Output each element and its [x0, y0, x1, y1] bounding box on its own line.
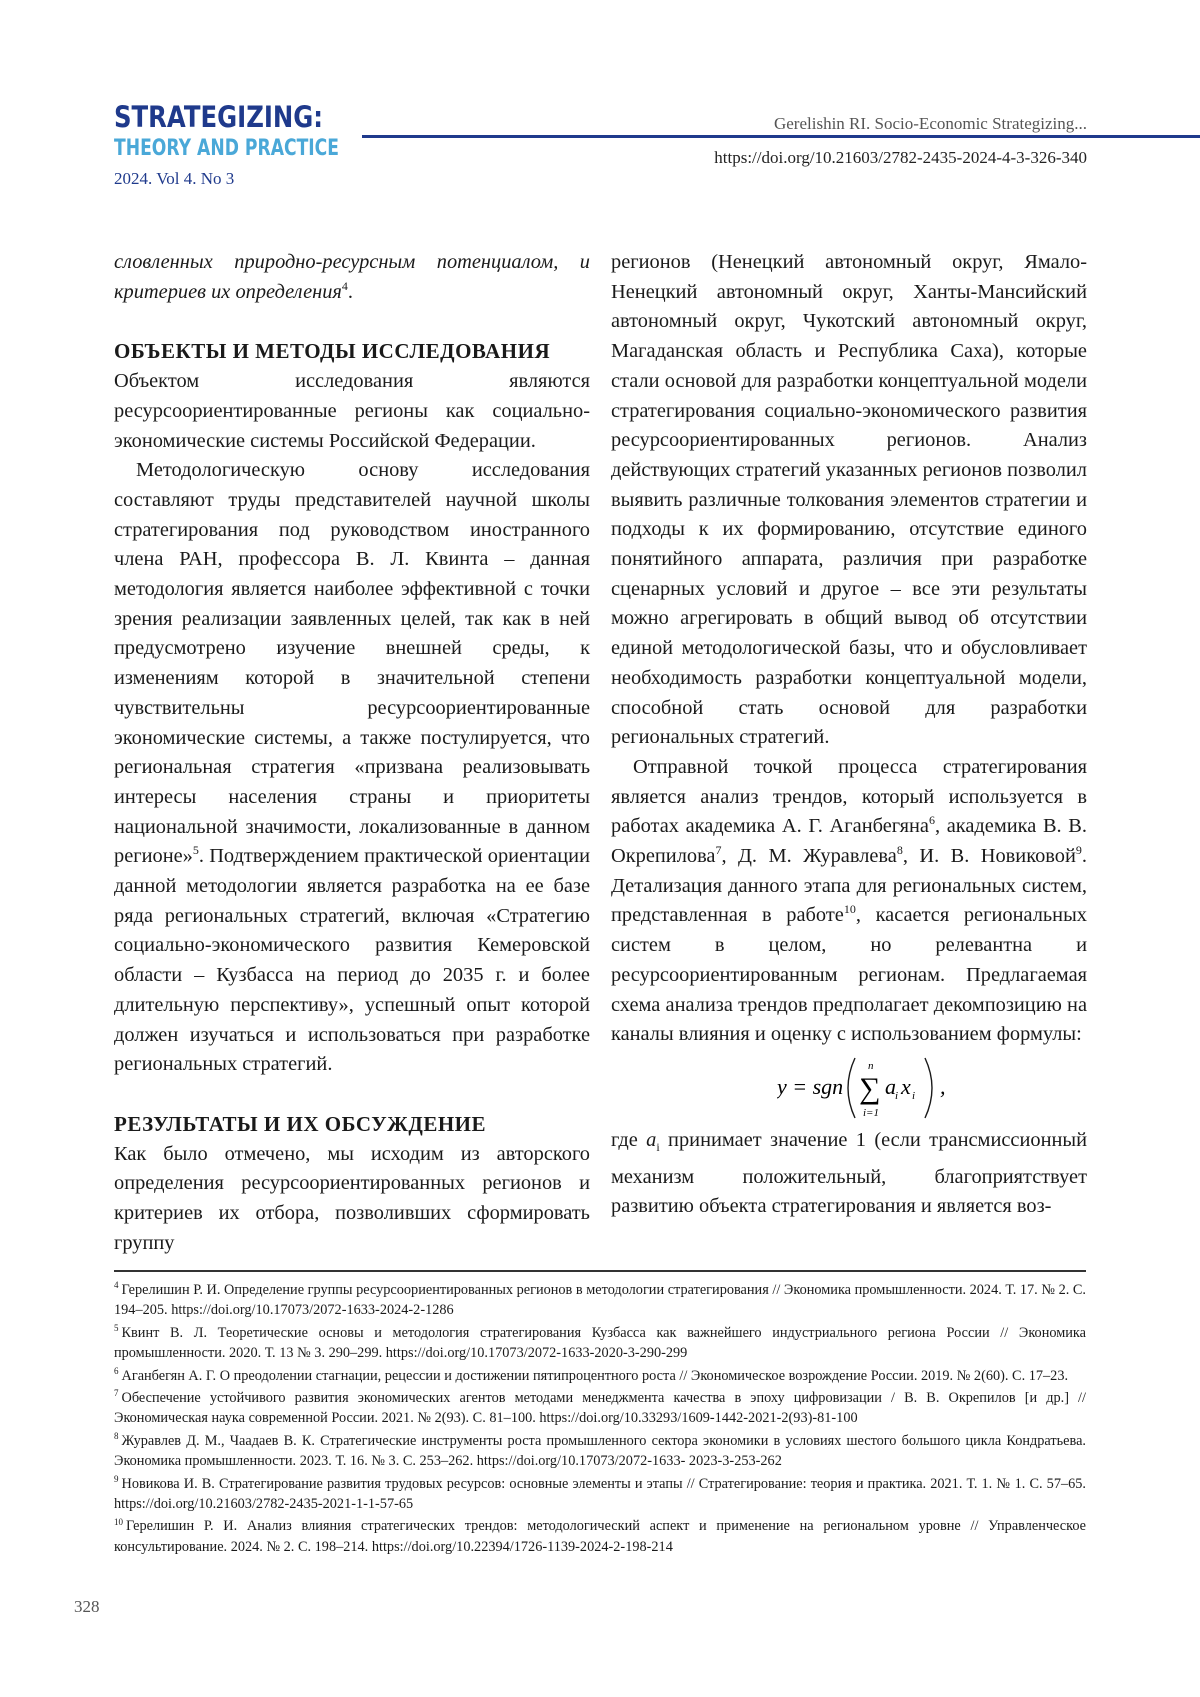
formula-lhs: y = sgn — [777, 1073, 844, 1099]
p3-text-f: , касается региональных систем в целом, но релевантна и ресурсоориентированным регионам. Предлагаемая схема анализа трендов предполагает декомпозицию на каналы влияния и оценку с использованием формулы: — [611, 904, 1087, 1046]
footnote-4 — [114, 1280, 1086, 1321]
p4-text-a: где — [611, 1128, 647, 1151]
p3-text-d: , И. В. Новиковой — [902, 845, 1076, 868]
footnote-text: Аганбегян А. Г. О преодолении стагнации, рецессии и достижении пятипроцентного роста // Экономическое возрождение России. 2019. № 2(60). С. 17–23. — [121, 1367, 1069, 1384]
footnote-10 — [114, 1516, 1086, 1557]
p4-variable: a — [646, 1128, 657, 1151]
formula-term-a-sub: i — [895, 1089, 899, 1102]
footnote-5 — [114, 1323, 1086, 1364]
formula-left-paren — [848, 1058, 855, 1118]
footnote-number: 9 — [114, 1473, 119, 1484]
methods-paragraph-2 — [114, 456, 590, 1080]
spacer — [114, 1080, 590, 1110]
p3-text-e: . Детализация данного этапа для региональных систем, представленная в работе — [611, 845, 1087, 927]
results-paragraph-3 — [611, 753, 1087, 1050]
footnote-ref-7[interactable]: 7 — [715, 843, 722, 858]
article-doi-link[interactable]: https://doi.org/10.21603/2782-2435-2024-4-3-326-340 — [714, 148, 1087, 167]
journal-issue: 2024. Vol 4. No 3 — [114, 169, 235, 188]
intro-end: . — [347, 280, 354, 303]
journal-logo — [114, 100, 402, 189]
methods-p2-text-b: . Подтверждением практической ориентации данной методологии является разработка на ее базе ряда региональных стратегий, включая «Стратегию социально-экономического развития Кемеровской области – Кузбасса на период до 2035 г. и более длительную перспективу», успешный опыт которой должен изучаться и использоваться при разработке региональных стратегий. — [114, 845, 590, 1076]
footnote-9 — [114, 1474, 1086, 1515]
formula-sum-upper: n — [868, 1059, 874, 1072]
footnote-ref-9[interactable]: 9 — [1075, 843, 1082, 858]
footnote-text: Новикова И. В. Стратегирование развития трудовых ресурсов: основные элементы и этапы // Стратегирование: теория и практика. 2021. Т. 1. № 1. С. 57–65. https://doi.org/10.21603/2782-2435-2021-1-1-57-65 — [114, 1475, 1086, 1513]
spacer — [114, 307, 590, 337]
trend-formula — [647, 1050, 1087, 1126]
header-divider — [362, 135, 1200, 138]
footnote-ref-4[interactable]: 4 — [341, 278, 348, 293]
footnote-8 — [114, 1431, 1086, 1472]
methods-p2-text-a: Методологическую основу исследования составляют труды представителей научной школы стратегирования под руководством иностранного члена РАН, профессора В. Л. Квинта – данная методология является наиболее эффективной с точки зрения реализации заявленных целей, так как в ней предусмотрено изучение внешней среды, к изменениям которой в значительной степени чувствительны ресурсоориентированные экономические системы, а также постулируется, что региональная стратегия «призвана реализовывать интересы населения страны и приоритеты национальной значимости, локализованные в данном регионе» — [114, 459, 590, 868]
left-column — [114, 248, 590, 1259]
footnote-number: 5 — [114, 1323, 119, 1334]
footnote-ref-6[interactable]: 6 — [928, 813, 935, 828]
p3-text-b: , академика В. В. Окрепилова — [611, 815, 1088, 868]
footnote-text: Квинт В. Л. Теоретические основы и методология стратегирования Кузбасса как важнейшего индустриального региона России // Экономика промышленности. 2020. Т. 13 № 3. 290–299. https://doi.org/10.17073/2072-1633-2020-3-290-299 — [114, 1324, 1086, 1362]
footnote-text: Герелишин Р. И. Анализ влияния стратегических трендов: методологический аспект и применение на региональном уровне // Управленческое консультирование. 2024. № 2. С. 198–214. https://doi.org/10.22394/1726-1139-2024-2-198-214 — [114, 1518, 1086, 1555]
right-column — [611, 248, 1087, 1222]
formula-graphic — [777, 1052, 957, 1124]
formula-sigma: ∑ — [859, 1071, 881, 1105]
results-paragraph-4 — [611, 1126, 1087, 1222]
p4-text-b: принимает значение 1 (если трансмиссионный механизм положительный, благоприятствует развитию объекта стратегирования и является воз- — [611, 1128, 1088, 1218]
results-paragraph-1: Как было отмечено, мы исходим из авторского определения ресурсоориентированных регионов и критериев их отбора, позволивших сформировать группу — [114, 1142, 590, 1254]
formula-sum-lower: i=1 — [863, 1106, 879, 1119]
footnote-ref-10[interactable]: 10 — [843, 902, 856, 917]
footnote-text: Обеспечение устойчивого развития экономических агентов методами менеджмента качества в эпоху цифровизации / В. В. Окрепилов [и др.] // Экономическая наука современной России. 2021. № 2(93). С. 81–100. https://doi.org/10.33293/1609-1442-2021-2(93)-81-100 — [114, 1390, 1086, 1427]
footnote-7 — [114, 1388, 1086, 1429]
p3-text-a: Отправной точкой процесса стратегирования является анализ трендов, который используется в работах академика А. Г. Аганбегяна — [611, 755, 1087, 838]
footnotes — [114, 1280, 1086, 1559]
footnote-number: 7 — [114, 1388, 119, 1399]
intro-paragraph — [114, 248, 590, 307]
results-paragraph-2: регионов (Ненецкий автономный округ, Ямало-Ненецкий автономный округ, Ханты-Мансийский автономный округ, Чукотский автономный округ, Магаданская область и Республика Саха), которые стали основой для разработки концептуальной модели стратегирования социально-экономического развития ресурсоориентированных регионов. Анализ действующих стратегий указанных регионов позволил выявить различные толкования элементов стратегии и подходы к их формированию, отсутствие единого понятийного аппарата, различия при разработке сценарных условий и другое – все эти результаты можно агрегировать в общий вывод об отсутствии единой методологической базы, что и обусловливает необходимость разработки концептуальной модели, способной стать основой для разработки региональных стратегий. — [611, 251, 1087, 749]
footnote-number: 8 — [114, 1431, 119, 1442]
p3-text-c: , Д. М. Журавлева — [721, 845, 897, 868]
page-number: 328 — [74, 1597, 100, 1616]
footnote-text: Журавлев Д. М., Чаадаев В. К. Стратегические инструменты роста промышленного сектора экономики в условиях шестого большого цикла Кондратьева. Экономика промышленности. 2023. Т. 16. № 3. С. 253–262. https://doi.org/10.17073/2072-1633- 2023-3-253-262 — [114, 1432, 1086, 1470]
methods-paragraph-1: Объектом исследования являются ресурсоориентированные регионы как социально-экономические системы Российской Федерации. — [114, 370, 590, 452]
journal-name-line2: THEORY AND PRACTICE — [114, 136, 339, 161]
running-title: Gerelishin RI. Socio-Economic Strategizing... — [773, 114, 1087, 133]
formula-term-a: a — [885, 1073, 896, 1099]
formula-trailing-comma: , — [940, 1073, 946, 1099]
footnote-number: 4 — [114, 1280, 119, 1291]
journal-name-line1: STRATEGIZING: — [114, 100, 324, 134]
footnote-divider — [114, 1270, 1086, 1272]
p4-variable-sub: i — [656, 1140, 660, 1155]
formula-term-x: x — [901, 1073, 911, 1099]
formula-right-paren — [925, 1058, 932, 1118]
footnote-ref-5[interactable]: 5 — [192, 843, 199, 858]
section-heading-methods: ОБЪЕКТЫ И МЕТОДЫ ИССЛЕДОВАНИЯ — [114, 339, 551, 364]
footnote-text: Герелишин Р. И. Определение группы ресурсоориентированных регионов в методологии стратегирования // Экономика промышленности. 2024. Т. 17. № 2. С. 194–205. https://doi.org/10.17073/2072-1633-2024-2-1286 — [114, 1282, 1086, 1319]
footnote-number: 10 — [114, 1516, 123, 1527]
formula-term-x-sub: i — [912, 1089, 916, 1102]
footnote-ref-8[interactable]: 8 — [896, 843, 903, 858]
footnote-number: 6 — [114, 1365, 119, 1376]
intro-italic-text: словленных природно-ресурсным потенциалом, и критериев их определения — [114, 251, 590, 303]
footnote-6 — [114, 1366, 1086, 1386]
section-heading-results: РЕЗУЛЬТАТЫ И ИХ ОБСУЖДЕНИЕ — [114, 1111, 487, 1136]
